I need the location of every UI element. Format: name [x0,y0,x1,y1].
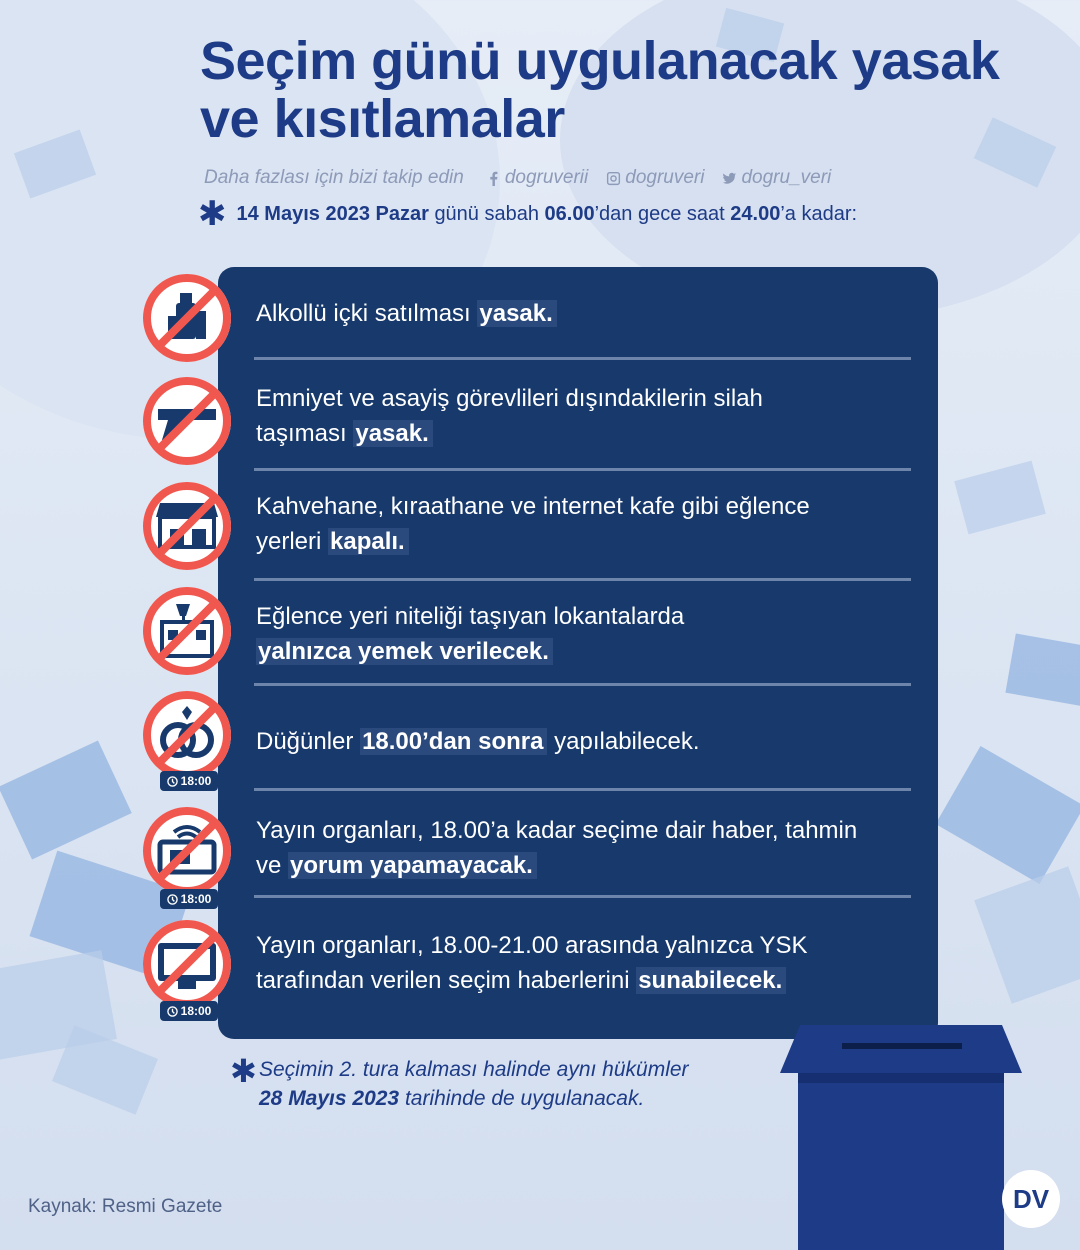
page-title: Seçim günü uygulanacak yasak ve kısıtlamalar [200,31,1000,149]
divider [254,578,911,581]
note-line-2-end: tarihinde de uygulanacak. [399,1087,645,1110]
end-time: 24.00 [730,202,781,225]
social-follow-bar [204,166,831,190]
no-alcohol-icon [140,271,234,365]
restriction-highlight: yalnızca yemek verilecek. [256,638,553,665]
no-broadcast-icon [140,804,234,898]
restriction-highlight: yasak. [353,420,432,447]
ballot-box-illustration [780,1025,1022,1250]
source-credit: Kaynak: Resmi Gazete [28,1196,223,1217]
time-badge-label: 18:00 [180,1004,212,1018]
no-restaurant-icon [140,584,234,678]
no-tv-icon [140,917,234,1011]
date-end-text: ’a kadar: [780,202,858,225]
paper-shard [52,1025,158,1114]
divider [254,357,911,360]
clock-icon [167,1006,178,1017]
runoff-date: 28 Mayıs 2023 [259,1087,400,1110]
restriction-item: Alkollü içki satılması yasak. [256,296,906,331]
restriction-highlight: sunabilecek. [636,967,786,994]
paper-shard [936,746,1080,884]
date-line [198,195,858,233]
paper-shard [954,461,1046,535]
start-time: 06.00 [544,202,595,225]
divider [254,468,911,471]
restriction-highlight: 18.00’dan sonra [360,728,547,755]
asterisk-icon: ✱ [230,1053,257,1089]
no-wedding-rings-icon [140,688,234,782]
restriction-item: Kahvehane, kıraathane ve internet kafe gibi eğlence yerleri kapalı. [256,493,810,555]
restriction-highlight: kapalı. [328,528,409,555]
facebook-link[interactable] [486,167,588,189]
facebook-icon [486,171,501,186]
paper-shard [1005,634,1080,707]
divider [254,683,911,686]
no-gun-icon [140,374,234,468]
note-line-1: Seçimin 2. tura kalması halinde aynı hükümler [259,1058,689,1081]
time-badge [160,889,218,909]
facebook-handle: dogruverii [504,167,589,188]
divider [254,788,911,791]
instagram-link[interactable] [606,167,704,189]
election-date: 14 Mayıs 2023 Pazar [236,202,429,225]
no-cafe-icon [140,479,234,573]
twitter-icon [722,171,737,186]
twitter-link[interactable] [722,167,831,189]
asterisk-icon: ✱ [198,195,227,233]
time-badge-label: 18:00 [180,892,212,906]
time-badge [160,771,218,791]
restriction-highlight: yorum yapamayacak. [288,852,537,879]
twitter-handle: dogru_veri [741,167,832,188]
dogruveri-logo: DV [1002,1170,1060,1228]
runoff-note [230,1055,790,1113]
time-badge-label: 18:00 [180,774,212,788]
clock-icon [167,894,178,905]
date-mid-text-2: ’dan gece saat [594,202,725,225]
date-mid-text: günü sabah [434,202,539,225]
paper-shard [0,741,132,860]
paper-shard [974,866,1080,1004]
instagram-icon [606,171,621,186]
instagram-handle: dogruveri [625,167,705,188]
restriction-item: Yayın organları, 18.00’a kadar seçime dair haber, tahmin ve yorum yapamayacak. [256,817,858,879]
divider [254,895,911,898]
restriction-highlight: yasak. [477,300,556,327]
restriction-item: Düğünler 18.00’dan sonra yapılabilecek. [256,728,700,755]
follow-lead-text: Daha fazlası için bizi takip edin [204,167,464,188]
clock-icon [167,776,178,787]
time-badge [160,1001,218,1021]
restriction-item: Yayın organları, 18.00-21.00 arasında yalnızca YSK tarafından verilen seçim haberlerini sunabilecek. [256,932,808,994]
restriction-item: Eğlence yeri niteliği taşıyan lokantalarda yalnızca yemek verilecek. [256,603,685,665]
restriction-item: Emniyet ve asayiş görevlileri dışındakilerin silah taşıması yasak. [256,385,763,447]
